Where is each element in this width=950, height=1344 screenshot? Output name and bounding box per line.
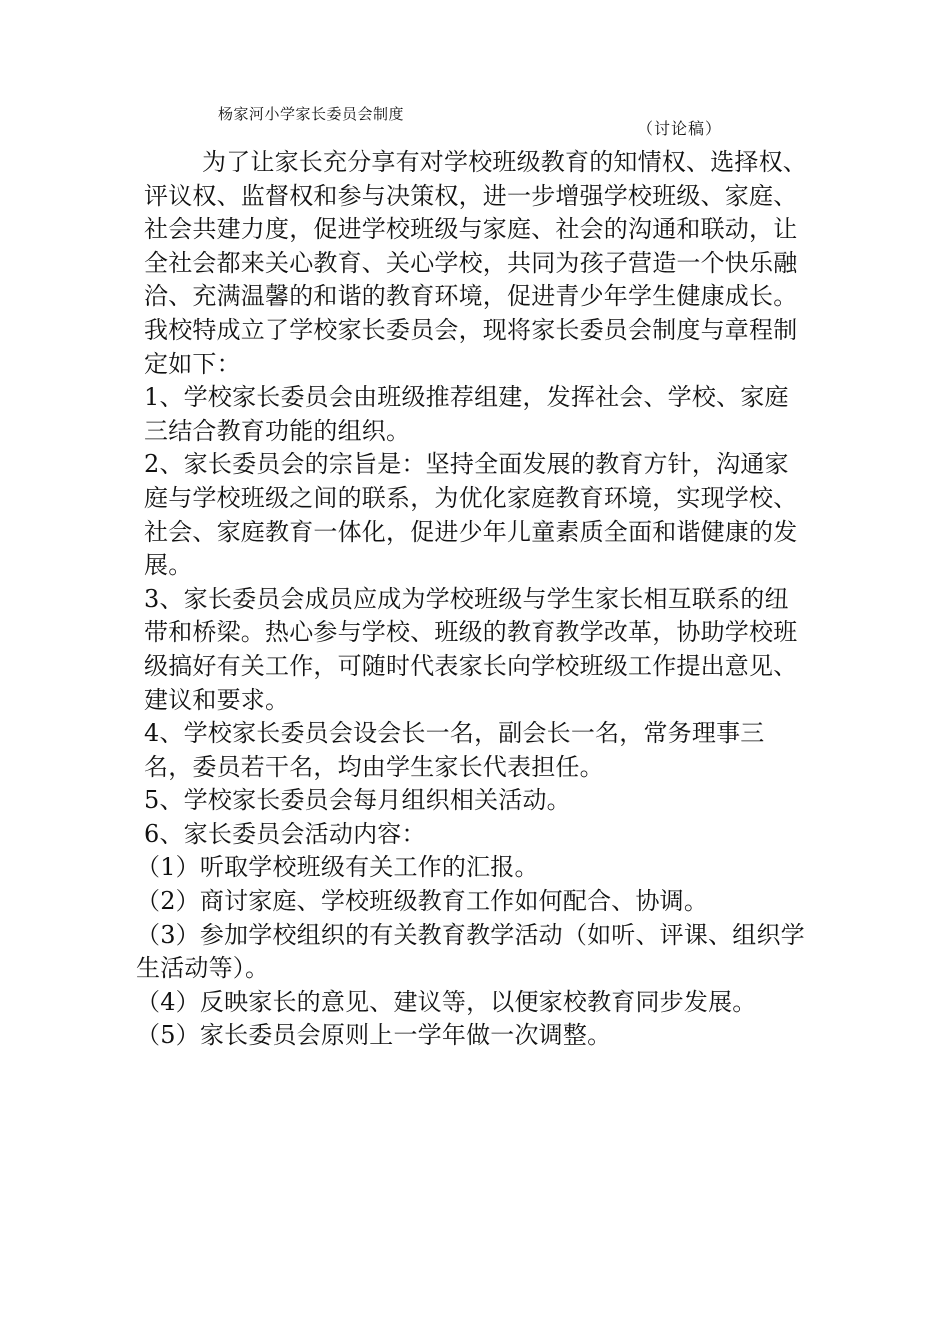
rule-item-5: 5、学校家长委员会每月组织相关活动。 (144, 786, 571, 815)
rule-item-6: 6、家长委员会活动内容： (144, 819, 426, 848)
document-body (136, 146, 812, 1053)
document-status: （讨论稿） (637, 119, 723, 138)
rule-item-4: 4、学校家长委员会设会长一名，副会长一名，常务理事三名，委员若干名，均由学生家长代表担任。 (144, 719, 765, 781)
rule-item-3: 3、家长委员会成员应成为学校班级与学生家长相互联系的纽带和桥梁。热心参与学校、班级的教育教学改革，协助学校班级搞好有关工作，可随时代表家长向学校班级工作提出意见、建议和要求。 (144, 584, 798, 714)
activity-item-2: （2）商讨家庭、学校班级教育工作如何配合、协调。 (136, 887, 709, 916)
intro-paragraph: 为了让家长充分享有对学校班级教育的知情权、选择权、评议权、监督权和参与决策权，进一步增强学校班级、家庭、社会共建力度，促进学校班级与家庭、社会的沟通和联动，让全社会都来关心教育、关心学校，共同为孩子营造一个快乐融洽、充满温馨的和谐的教育环境，促进青少年学生健康成长。我校特成立了学校家长委员会，现将家长委员会制度与章程制定如下： (144, 148, 807, 378)
activity-item-1: （1）听取学校班级有关工作的汇报。 (136, 853, 539, 882)
document-title: 杨家河小学家长委员会制度 (218, 105, 405, 123)
rule-item-1: 1、学校家长委员会由班级推荐组建，发挥社会、学校、家庭三结合教育功能的组织。 (144, 383, 789, 445)
activity-item-4: （4）反映家长的意见、建议等，以便家校教育同步发展。 (136, 987, 757, 1016)
activity-item-5: （5）家长委员会原则上一学年做一次调整。 (136, 1021, 612, 1050)
rule-item-2: 2、家长委员会的宗旨是：坚持全面发展的教育方针，沟通家庭与学校班级之间的联系，为优化家庭教育环境，实现学校、社会、家庭教育一体化，促进少年儿童素质全面和谐健康的发展。 (144, 450, 798, 580)
activity-item-3: （3）参加学校组织的有关教育教学活动（如听、评课、组织学生活动等）。 (136, 920, 805, 983)
